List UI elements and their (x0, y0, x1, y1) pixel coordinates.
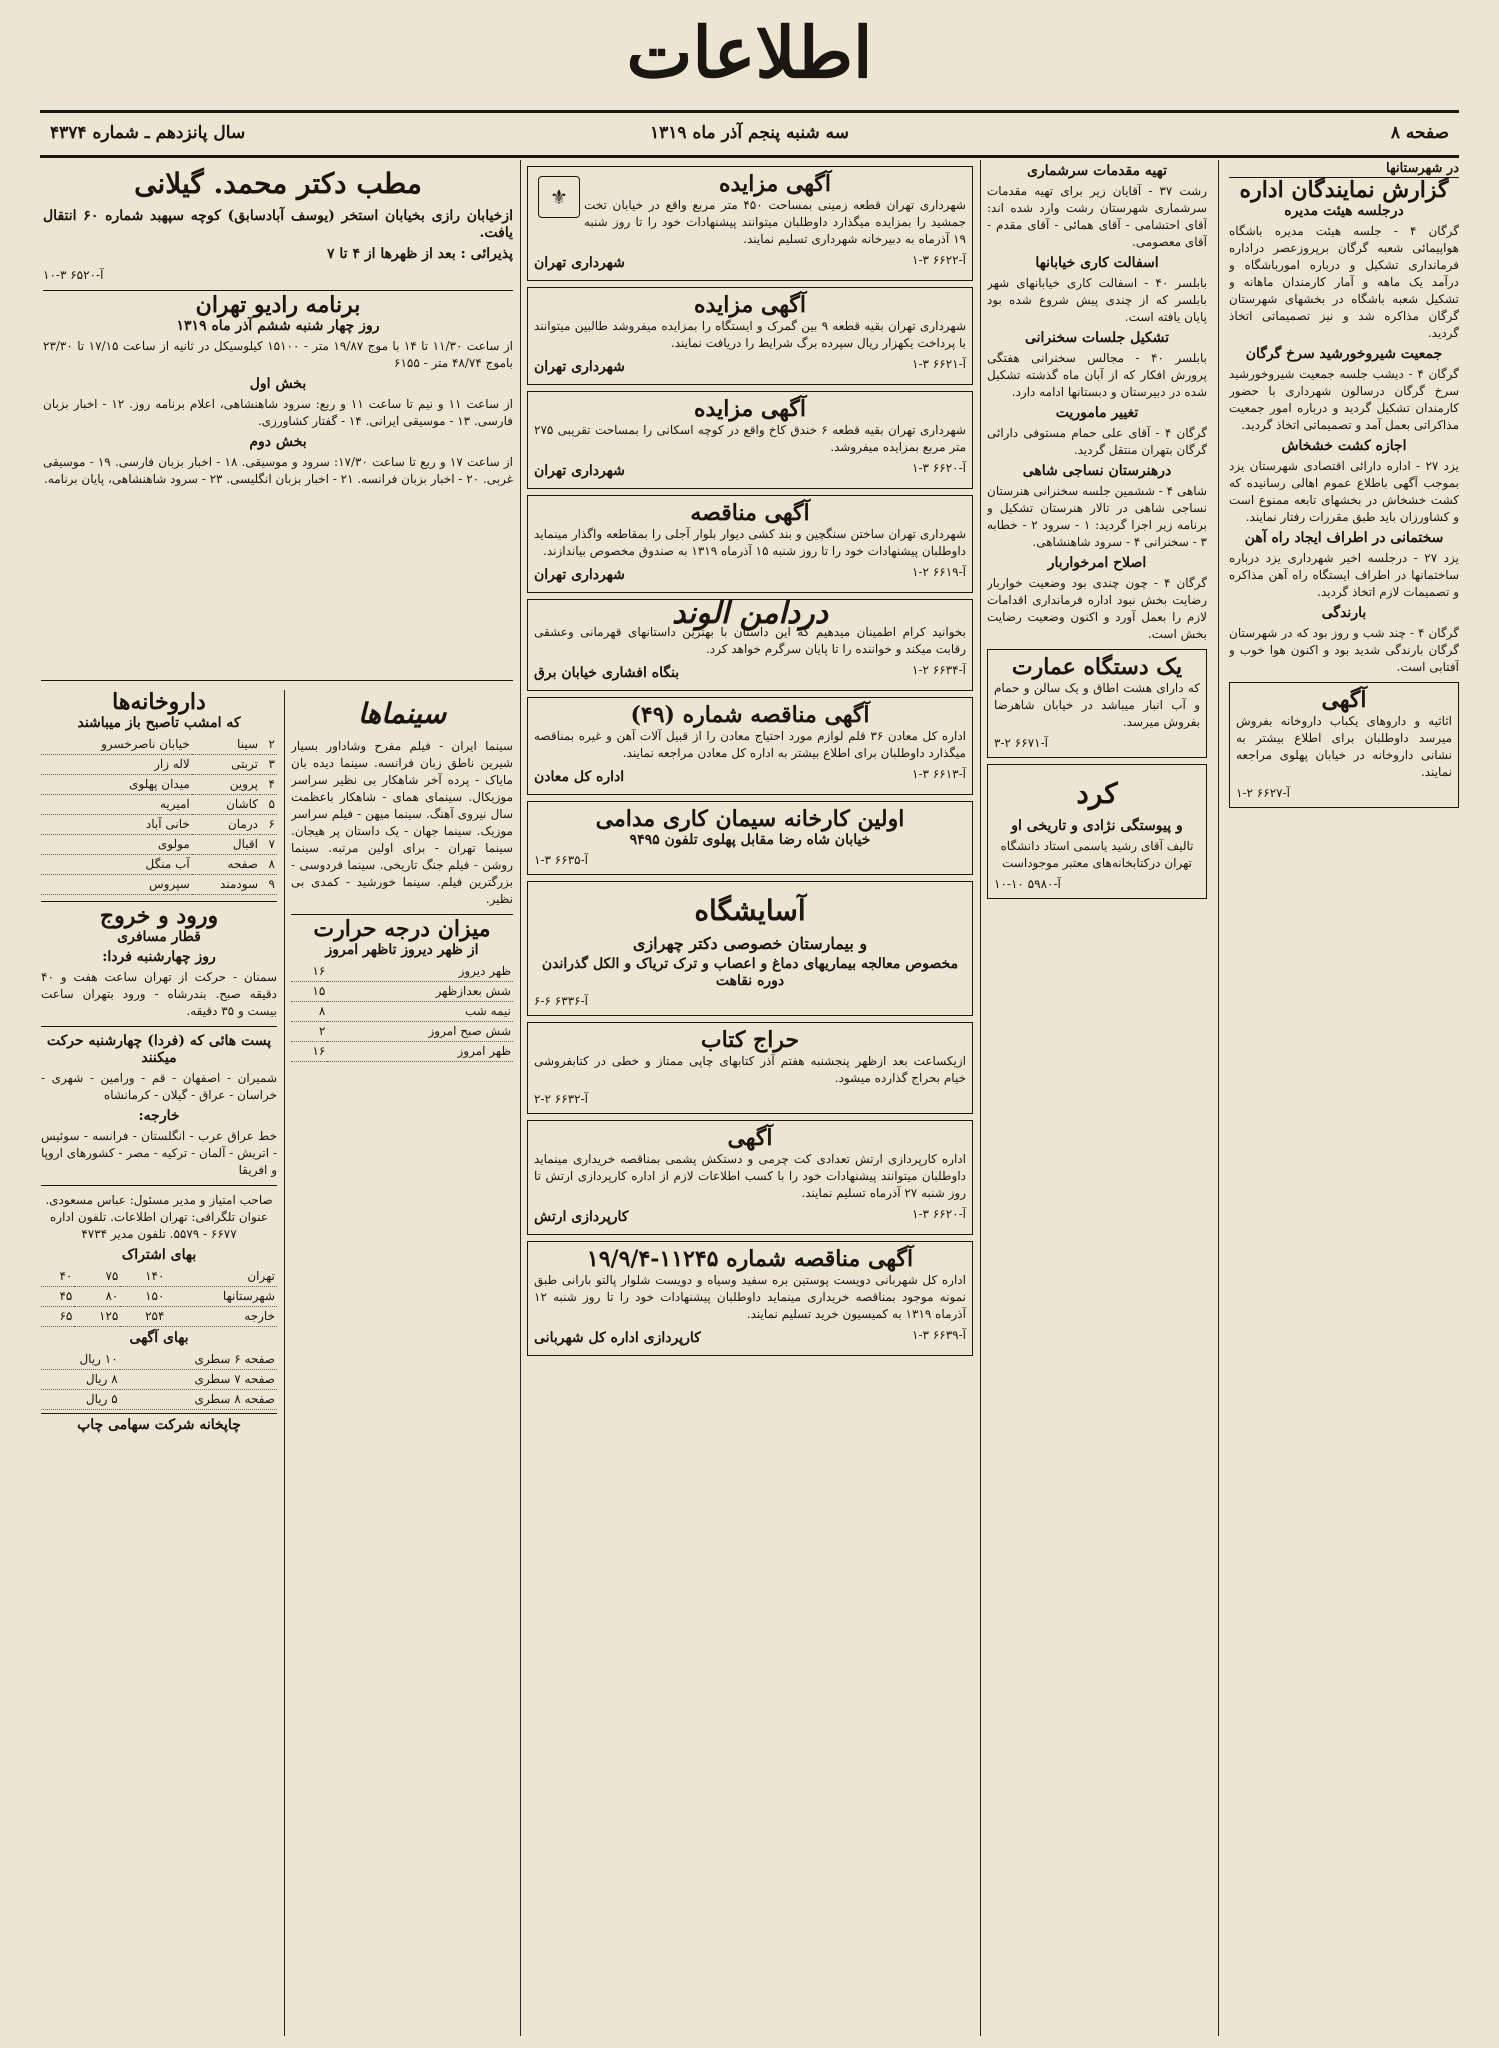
table-cell: ظهر امروز (327, 1042, 513, 1062)
ad-code: آ-۶۶۲۱ ۳-۱ (912, 357, 966, 371)
table-cell: ۵ (260, 795, 277, 815)
ad-text: که دارای هشت اطاق و یک سالن و حمام و آب انبار میباشد در خیابان شاهرضا بفروش میرسد. (994, 681, 1200, 729)
ad-code: آ-۶۶۳۵ ۳-۱ (534, 853, 588, 867)
column-regional-news (1229, 160, 1459, 2036)
classified-ad (1229, 682, 1459, 808)
table-row (41, 1350, 277, 1370)
heading: اجازه کشت خشخاش (1281, 438, 1407, 454)
column-services (41, 690, 277, 2036)
ad-text: تالیف آقای رشید یاسمی استاد دانشگاه تهران درکتابخانه‌های معتبر موجوداست (1000, 839, 1194, 870)
radio-intro: از ساعت ۱۱/۳۰ تا ۱۴ با موج ۱۹/۸۷ متر - ۱۵۱۰۰ کیلوسیکل در ثانیه از ساعت ۱۷/۱۵ تا ۲۳/۳۰ باموج ۴۸/۷۴ متر - ۶۱۵۵ (43, 339, 513, 370)
column-news (987, 160, 1207, 2036)
table-row (41, 1390, 277, 1410)
pharmacy-table (41, 735, 277, 895)
ad-signature: اداره کل معادن (534, 769, 625, 785)
ad-title: آگهی مناقصه شماره ۱۱۲۴۵-۱۹/۹/۴ (586, 1246, 914, 1272)
table-row (41, 875, 277, 895)
table-cell: لاله زار (41, 755, 192, 775)
clinic-hours: پذیرائی : بعد از ظهرها از ۴ تا ۷ (327, 246, 513, 262)
column-rule (1218, 160, 1219, 2036)
train-title: ورود و خروج (99, 903, 219, 929)
table-cell: آب منگل (41, 855, 192, 875)
table-cell: میدان پهلوی (41, 775, 192, 795)
article-text: رشت ۳۷ - آقایان زیر برای تهیه مقدمات سرشماری شهرستان رشت وارد شده اند: آقای احتشامی - آقای همائی - آقای مقدم - آقای معصومی. (987, 184, 1207, 249)
ad-signature: کارپردازی اداره کل شهربانی (534, 1330, 701, 1346)
table-row (41, 1267, 277, 1287)
horizontal-rule (41, 680, 513, 681)
table-cell: ۱۴۰ (120, 1267, 166, 1287)
table-cell: تربتی (192, 755, 260, 775)
table-cell: صفحه (192, 855, 260, 875)
ad-code: آ-۶۶۲۲ ۳-۱ (912, 253, 966, 267)
ad-title: آگهی مزایده (694, 292, 806, 318)
table-row (41, 1307, 277, 1327)
subscription-table (41, 1267, 277, 1327)
table-cell: سینا (192, 735, 260, 755)
table-cell: ظهر دیروز (327, 962, 513, 982)
police-tender-ad (527, 1241, 973, 1356)
radio-program: از ساعت ۱۱ و نیم تا ساعت ۱۱ و ربع: سرود شاهنشاهی، اعلام برنامه روز. ۱۲ - اخبار بزبان فارسی. ۱۳ - موسیقی ایرانی. ۱۴ - گفتار کشاورزی. (43, 397, 513, 428)
table-cell: ۸ (291, 1002, 327, 1022)
post-foreign-heading: خارجه: (138, 1108, 180, 1124)
cement-ad (527, 801, 973, 875)
temp-title: میزان درجه حرارت (313, 916, 491, 942)
table-row (41, 775, 277, 795)
ad-text: مخصوص معالجه بیماریهای دماغ و اعصاب و ترک تریاک و الکل گذراندن دوره نقاهت (541, 956, 959, 989)
table-cell: ۱۶ (291, 1042, 327, 1062)
heading: سختمانی در اطراف ایجاد راه آهن (1244, 530, 1444, 546)
ad-title: دردامن الوند (672, 596, 828, 631)
article-text: یزد ۲۷ - اداره دارائی اقتصادی شهرستان یزد بموجب آگهی باطلاع عموم اهالی رسانیده که کشت خشخاش در بخشهای تابعه ممنوع است و کشاورزان باید طبق مقررات رفتار نمایند. (1229, 459, 1459, 524)
section-kicker: در شهرستانها (1229, 160, 1459, 178)
ad-signature: بنگاه افشاری خیابان برق (534, 665, 680, 681)
ad-text: ازیکساعت بعد ازظهر پنجشنبه هفتم آذر کتابهای چاپی ممتاز و خطی در کتابفروشی خیام بحراج گذارده میشود. (534, 1054, 966, 1085)
masthead-info: صاحب امتیاز و مدیر مسئول: عباس مسعودی. عنوان تلگرافی: تهران اطلاعات. تلفون اداره ۶۶۷۷ - ۵۵۷۹. تلفون مدیر ۴۷۳۴ (45, 1193, 273, 1241)
heading: اصلاح امرخواربار (1047, 555, 1147, 571)
header-strip (40, 110, 1459, 158)
ad-title: آگهی مزایده (694, 396, 806, 422)
table-row (41, 735, 277, 755)
article-text: گرگان ۴ - جلسه هیئت مدیره باشگاه هواپیمائی شعبه گرگان برپروزعصر دراداره فرمانداری تشکیل و درباره امورباشگاه و درآمد یک ماهه و آمار کارمندان ماهانه و تشکیل شعبه باشگاه در بخشهای شهرستان گرگان مذاکره شد و نیز تصمیماتی اتخاذ گردید. (1229, 224, 1459, 340)
printer-credit: چاپخانه شرکت سهامی چاپ (41, 1413, 277, 1434)
ad-title: آگهی (727, 1125, 773, 1151)
table-cell: درمان (192, 815, 260, 835)
article-text: گرگان ۴ - چند شب و روز بود که در شهرستان گرگان بارندگی شدید بود و اکنون هوا خوب و آفتابی است. (1229, 626, 1459, 674)
radio-program: از ساعت ۱۷ و ربع تا ساعت ۱۷/۳۰: سرود و موسیقی. ۱۸ - اخبار بزبان فارسی. ۱۹ - موسیقی غربی. ۲۰ - اخبار بزبان فرانسه. ۲۱ - اخبار بزبان انگلیسی. ۲۳ - سرود شاهنشاهی، پایان برنامه. (43, 455, 513, 486)
divider (291, 914, 513, 915)
column-cinemas (291, 690, 513, 2036)
divider (41, 1185, 277, 1186)
column-rule (520, 160, 521, 2036)
ad-subtitle: و بیمارستان خصوصی دکتر چهرازی (632, 934, 868, 953)
ad-signature: شهرداری تهران (534, 359, 625, 375)
table-cell: ۸ (260, 855, 277, 875)
train-subtitle: قطار مسافری (117, 929, 201, 945)
table-cell: ۸ ریال (41, 1370, 120, 1390)
table-cell: ۴۵ (41, 1287, 74, 1307)
table-cell: صفحه ۷ سطری (120, 1370, 277, 1390)
cinema-listings: سینما ایران - فیلم مفرح وشاداور بسیار شیرین ناطق زبان فرانسه. سینما دیده بان مایاک - پرده آخر شاهکار بی نظیر سراسر موزیکال. سینمای همای - شاهکار باعظمت سال نیروی آهنگ. سینما میهن - فیلم سراسر موزیک. سینما جهان - یک داستان پر هیجان. سینما تهران - برای اولین مرتبه. سینما روشن - فیلم جنگ تاریخی. سینما فردوسی - بزرگترین فیلم. سینما خورشید - کمدی بی نظیر. (291, 739, 513, 906)
table-cell: ۷۵ (74, 1267, 120, 1287)
ad-code: آ-۶۶۷۱ ۲-۳ (994, 736, 1048, 750)
ad-title: آگهی مزایده (719, 171, 831, 197)
ad-text: اداره کارپردازی ارتش تعدادی کت چرمی و دستکش پشمی بمناقصه خریداری مینماید داوطلبان میتوانند پیشنهادات خود را با کسب اطلاعات لازم از اداره کارپردازی ارتش تا روز شنبه ۲۷ آذرماه تسلیم نمایند. (534, 1152, 966, 1200)
article-text: گرگان ۴ - آقای علی حمام مستوفی دارائی گرگان بتهران منتقل گردید. (987, 426, 1207, 457)
column-ads (527, 160, 973, 2036)
table-cell: شش صبح امروز (327, 1022, 513, 1042)
table-cell: پروین (192, 775, 260, 795)
issue-date: سه شنبه پنجم آذر ماه ۱۳۱۹ (650, 123, 849, 143)
clinic-title: مطب دکتر محمد. گیلانی (134, 167, 422, 200)
table-cell: تهران (166, 1267, 277, 1287)
ad-title: آگهی مناقصه شماره (۴۹) (630, 702, 870, 728)
ad-title: اولین کارخانه سیمان کاری مدامی (595, 806, 905, 832)
train-day: روز چهارشنبه فردا: (102, 949, 216, 965)
ad-code: آ-۶۶۳۴ ۲-۱ (912, 663, 966, 677)
ad-rates-title: بهای آگهی (129, 1330, 189, 1346)
ad-code: آ-۵۹۸۰ ۱۰-۱۰ (994, 877, 1061, 891)
book-ad (527, 596, 973, 691)
ad-signature: شهرداری تهران (534, 255, 625, 271)
classified-ad (987, 649, 1207, 758)
ad-text: اداره کل معادن ۳۶ قلم لوازم مورد احتیاج معادن را از قبیل آلات آهن و غیره بمناقصه میگذارد داوطلبان برای اطلاع بیشتر به اداره کل معادن مراجعه نمایند. (534, 729, 966, 760)
table-cell: ۲ (260, 735, 277, 755)
section-title: گزارش نمایندگان اداره (1239, 177, 1449, 203)
subscription-title: بهای اشتراک (121, 1247, 197, 1263)
ad-title: یک دستگاه عمارت (1011, 654, 1183, 680)
heading: جمعیت شیروخورشید سرخ گرگان (1245, 346, 1443, 362)
table-cell: ۱۶ (291, 962, 327, 982)
temp-table (291, 962, 513, 1062)
temp-subtitle: از ظهر دیروز تاظهر امروز (325, 942, 479, 958)
table-cell: شهرستانها (166, 1287, 277, 1307)
radio-section: بخش دوم (249, 434, 307, 450)
ad-signature: کارپردازی ارتش (534, 1209, 629, 1225)
ad-text: شهرداری تهران بقیه قطعه ۹ بین گمرک و ایستگاه را بمزایده میفروشد طالبین میتوانند با پرداخت یکهزار ریال سپرده برگ شرایط را دریافت نمایند. (534, 319, 966, 350)
table-row (291, 1022, 513, 1042)
ad-code: آ-۶۶۱۳ ۳-۱ (912, 767, 966, 781)
ad-title: آسایشگاه (694, 894, 806, 927)
ad-text: شهرداری تهران ساختن سنگچین و بند کشی دیوار بلوار آجلی را بمقاطعه واگذار مینماید داوطلبان پیشنهادات خود را تا روز شنبه ۱۵ آذرماه ۱۳۱۹ به صندوق مخصوص بیاندازند. (534, 527, 966, 558)
table-row (41, 855, 277, 875)
ad-code: آ-۶۶۳۹ ۳-۱ (912, 1328, 966, 1342)
table-row (291, 982, 513, 1002)
table-row (41, 1370, 277, 1390)
ad-title: کرد (1076, 777, 1118, 810)
page-number: صفحه ۸ (1390, 123, 1449, 143)
table-row (291, 962, 513, 982)
ad-title: آگهی (1321, 687, 1367, 713)
article-text: بابلسر ۴۰ - مجالس سخنرانی هفتگی پرورش افکار که از آبان ماه گذشته تشکیل شده در دبیرستان و دبستانها ادامه دارد. (987, 351, 1207, 399)
table-row (41, 795, 277, 815)
table-cell: ۶ (260, 815, 277, 835)
table-cell: ۹ (260, 875, 277, 895)
ad-title: آگهی مناقصه (690, 500, 810, 526)
clinic-ad (527, 881, 973, 1016)
radio-section: بخش اول (249, 376, 307, 392)
ad-text: بخوانید کرام اطمینان میدهیم که این داستان با بهترین داستانهای قهرمانی وعشقی رقابت میکند و خواننده را تا پایان سرگرم خواهد کرد. (534, 625, 966, 656)
masthead (40, 0, 1459, 108)
heading: اسفالت کاری خیابانها (1035, 255, 1159, 271)
table-cell: سودمند (192, 875, 260, 895)
pharmacy-subtitle: که امشب تاصبح باز میباشند (77, 715, 241, 731)
ad-subtitle: خیابان شاه رضا مقابل پهلوی تلفون ۹۴۹۵ (629, 832, 871, 848)
table-cell: ۶۵ (41, 1307, 74, 1327)
table-cell: اقبال (192, 835, 260, 855)
emblem-icon: ⚜ (538, 176, 580, 218)
table-cell: ۴ (260, 775, 277, 795)
heading: تهیه مقدمات سرشماری (1027, 163, 1167, 179)
radio-title: برنامه رادیو تهران (195, 292, 361, 318)
auction-ad-3 (527, 391, 973, 489)
ad-code: آ-۶۶۲۰ ۳-۱ (912, 1207, 966, 1221)
table-cell: خیابان ناصرخسرو (41, 735, 192, 755)
ad-text: شهرداری تهران بقیه قطعه ۶ خندق کاخ واقع در کوچه اسکانی را بمساحت تقریبی ۲۷۵ متر مربع بمزایده میفروشد. (534, 423, 966, 454)
heading: تشکیل جلسات سخنرانی (1024, 330, 1170, 346)
article-text: شاهی ۴ - ششمین جلسه سخنرانی هنرستان نساجی شاهی در تالار هنرستان تشکیل و برنامه زیر اجرا گردید: ۱ - سرود ۲ - خطابه ۳ - سخنرانی ۴ - سرود شاهنشاهی. (987, 484, 1207, 549)
ad-signature: شهرداری تهران (534, 463, 625, 479)
heading: تغییر ماموریت (1055, 405, 1139, 421)
ad-subtitle: و پیوستگی نژادی و تاریخی او (1011, 818, 1183, 834)
divider (41, 901, 277, 902)
ad-text: شهرداری تهران قطعه زمینی بمساحت ۴۵۰ متر مربع واقع در خیابان تخت جمشید را بمزایده میگذارد داوطلبان میتوانند پیشنهادات خود را تا روز شنبه ۱۹ آذرماه به دبیرخانه شهرداری تسلیم نمایند. (584, 198, 966, 246)
table-cell: ۸۰ (74, 1287, 120, 1307)
clinic-address: ازخیابان رازی بخیابان استخر (یوسف آبادسابق) کوچه سپهبد شماره ۶۰ انتقال یافت. (43, 208, 513, 241)
table-cell: ۱۵۰ (120, 1287, 166, 1307)
table-row (41, 755, 277, 775)
ad-code: آ-۶۶۲۷ ۲-۱ (1236, 786, 1290, 800)
table-cell: ۵ ریال (41, 1390, 120, 1410)
table-cell: خانی آباد (41, 815, 192, 835)
column-rule (980, 160, 981, 2036)
table-cell: ۳ (260, 755, 277, 775)
heading: درجلسه هیئت مدیره (1284, 203, 1404, 219)
ad-text: اثاثیه و داروهای یکباب داروخانه بفروش میرسد داوطلبان برای اطلاع بیشتر به نشانی داروخانه در خیابان پهلوی مراجعه نمایند. (1236, 714, 1452, 779)
table-row (291, 1042, 513, 1062)
table-row (41, 815, 277, 835)
tender-ad (527, 495, 973, 593)
pharmacy-title: داروخانه‌ها (112, 690, 206, 715)
book-ad (987, 764, 1207, 899)
ad-code: آ-۶۳۳۶ ۶-۶ (534, 994, 588, 1008)
table-row (291, 1002, 513, 1022)
ad-code: آ-۶۵۲۰ ۳-۱۰ (43, 268, 104, 282)
table-cell: صفحه ۸ سطری (120, 1390, 277, 1410)
radio-date: روز چهار شنبه ششم آذر ماه ۱۳۱۹ (176, 318, 380, 334)
column-clinic-radio (43, 160, 513, 680)
ad-text: اداره کل شهربانی دویست پوستین بره سفید وسیاه و دویست شلوار پالتو بارانی طبق نمونه موجود بمناقصه خریداری مینماید داوطلبان پیشنهادات خود را تا روز شنبه ۱۲ آذرماه ۱۳۱۹ به کمیسیون خرید تسلیم نمایند. (534, 1273, 966, 1321)
table-cell: صفحه ۶ سطری (120, 1350, 277, 1370)
column-rule (284, 690, 285, 2036)
table-cell: شش بعدازظهر (327, 982, 513, 1002)
table-cell: ۴۰ (41, 1267, 74, 1287)
ad-rates-table (41, 1350, 277, 1410)
post-title: پست هائی که (فردا) چهارشنبه حرکت میکنند (46, 1033, 272, 1066)
post-foreign: خط عراق عرب - انگلستان - فرانسه - سوئیس - اتریش - آلمان - ترکیه - مصر - کشورهای اروپا و افریقا (41, 1129, 277, 1177)
table-cell: نیمه شب (327, 1002, 513, 1022)
tender-ad-49 (527, 697, 973, 795)
post-domestic: شمیران - اصفهان - قم - ورامین - شهری - خراسان - عراق - گیلان - کرمانشاه (41, 1071, 277, 1102)
divider (43, 290, 513, 291)
army-ad (527, 1120, 973, 1235)
heading: درهنرستان نساجی شاهی (1022, 463, 1172, 479)
ad-title: حراج کتاب (700, 1027, 800, 1053)
table-cell: کاشان (192, 795, 260, 815)
book-auction-ad (527, 1022, 973, 1114)
table-cell: ۱۵ (291, 982, 327, 1002)
article-text: بابلسر ۴۰ - اسفالت کاری خیابانهای شهر بابلسر که از چندی پیش شروع شده بود پایان یافته است. (987, 276, 1207, 324)
article-text: گرگان ۴ - چون چندی بود وضعیت خواربار رضایت بخش نبود اداره فرمانداری اقدامات لازم را بعمل آورد و اکنون وضعیت رضایت بخش است. (987, 576, 1207, 641)
table-cell: ۲۵۴ (120, 1307, 166, 1327)
divider (41, 1026, 277, 1027)
masthead-title: اطلاعات (626, 11, 873, 94)
table-cell: امیریه (41, 795, 192, 815)
ad-signature: شهرداری تهران (534, 567, 625, 583)
train-schedule: سمنان - حرکت از تهران ساعت هفت و ۴۰ دقیقه صبح. بندرشاه - ورود بتهران ساعت بیست و ۳۵ دقیقه. (41, 970, 277, 1018)
ad-code: آ-۶۶۳۲ ۲-۲ (534, 1092, 588, 1106)
issue-number: سال پانزدهم ـ شماره ۴۳۷۴ (50, 123, 246, 143)
table-cell: ۱۰ ریال (41, 1350, 120, 1370)
table-row (41, 1287, 277, 1307)
table-cell: ۱۲۵ (74, 1307, 120, 1327)
article-text: یزد ۲۷ - درجلسه اخیر شهرداری یزد درباره ساختمانها در اطراف ایستگاه راه آهن مذاکره و تصمیمات لازم اتخاذ گردید. (1229, 551, 1459, 599)
table-cell: ۷ (260, 835, 277, 855)
ad-code: آ-۶۶۱۹ ۲-۱ (912, 565, 966, 579)
auction-ad-2 (527, 287, 973, 385)
cinema-title: سینماها (357, 697, 447, 730)
auction-ad-1 (527, 166, 973, 281)
table-cell: ۲ (291, 1022, 327, 1042)
table-cell: سپروس (41, 875, 192, 895)
article-text: گرگان ۴ - دیشب جلسه جمعیت شیروخورشید سرخ گرگان درسالون شهرداری با حضور کارمندان تشکیل گردید و درباره امور جمعیت مذاکراتی بعمل آمد و تصمیماتی اتخاذ گردید. (1229, 367, 1459, 432)
table-cell: مولوی (41, 835, 192, 855)
ad-code: آ-۶۶۲۰ ۳-۱ (912, 461, 966, 475)
table-cell: خارجه (166, 1307, 277, 1327)
table-row (41, 835, 277, 855)
heading: بارندگی (1321, 605, 1367, 621)
